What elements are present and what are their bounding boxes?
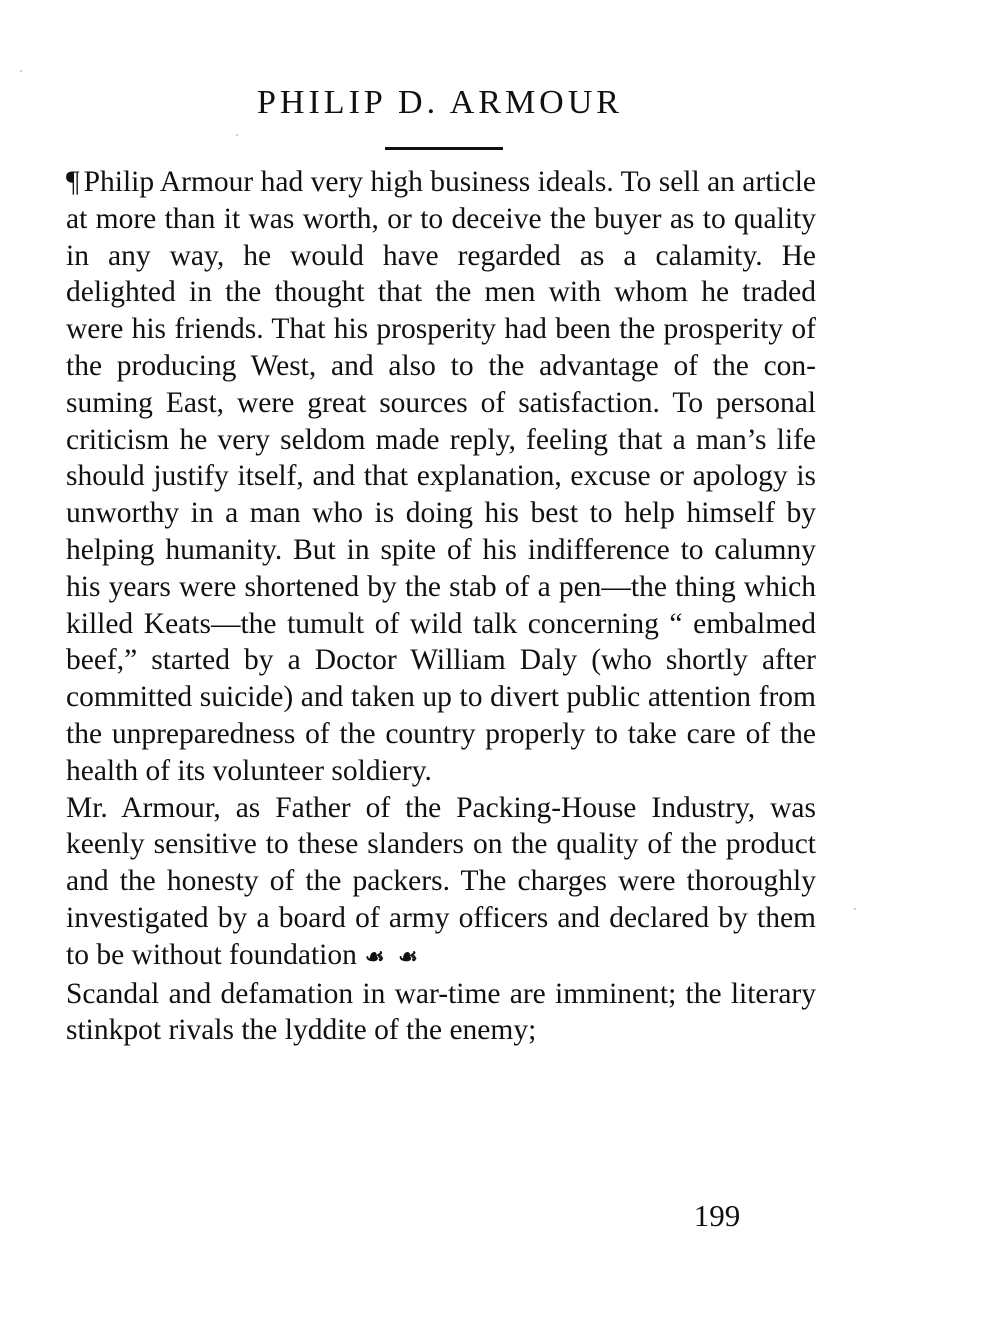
paragraph-3-text: Scandal and defamation in war-time are imminent; the literary stinkpot rivals the lyddite of the enemy;	[66, 977, 816, 1047]
title-rule	[385, 147, 503, 150]
paragraph-1	[66, 164, 816, 790]
page-number: 199	[693, 1198, 741, 1233]
paragraph-2-text: Mr. Armour, as Father of the Packing-House Industry, was keenly sensitive to these slanders on the quality of the product and the honesty of the packers. The charges were thoroughly investigated by a board of army officers and declared by them to be without foundation	[66, 791, 816, 971]
paper-speck	[20, 70, 22, 72]
paragraph-1-text: Philip Armour had very high business ideals. To sell an article at more than it was worth, or to deceive the buyer as to quality in any way, he would have regarded as a calamity. He delighted in the thought that the men with whom he traded were his friends. That his prosperity had been the prosperity of the producing West, and also to the advantage of the consuming East, were great sources of satisfaction. To personal criticism he very seldom made reply, feeling that a man’s life should justify itself, and that explanation, excuse or apology is unworthy in a man who is doing his best to help himself by helping humanity. But in spite of his indifference to calumny his years were shortened by the stab of a pen—the thing which killed Keats—the tumult of wild talk concerning “ embalmed beef,” started by a Doctor William Daly (who shortly after committed suicide) and taken up to divert public attention from the unpreparedness of the country properly to take care of the health of its volunteer soldiery.	[66, 166, 816, 787]
body-text	[66, 164, 816, 1049]
paragraph-2	[66, 790, 816, 976]
running-title: PHILIP D. ARMOUR	[257, 84, 623, 121]
ornament-icon: ☙ ☙	[364, 943, 422, 969]
paper-speck	[236, 134, 238, 136]
paper-speck	[854, 908, 856, 910]
paragraph-3	[66, 976, 816, 1050]
pilcrow-icon: ¶	[66, 165, 80, 198]
